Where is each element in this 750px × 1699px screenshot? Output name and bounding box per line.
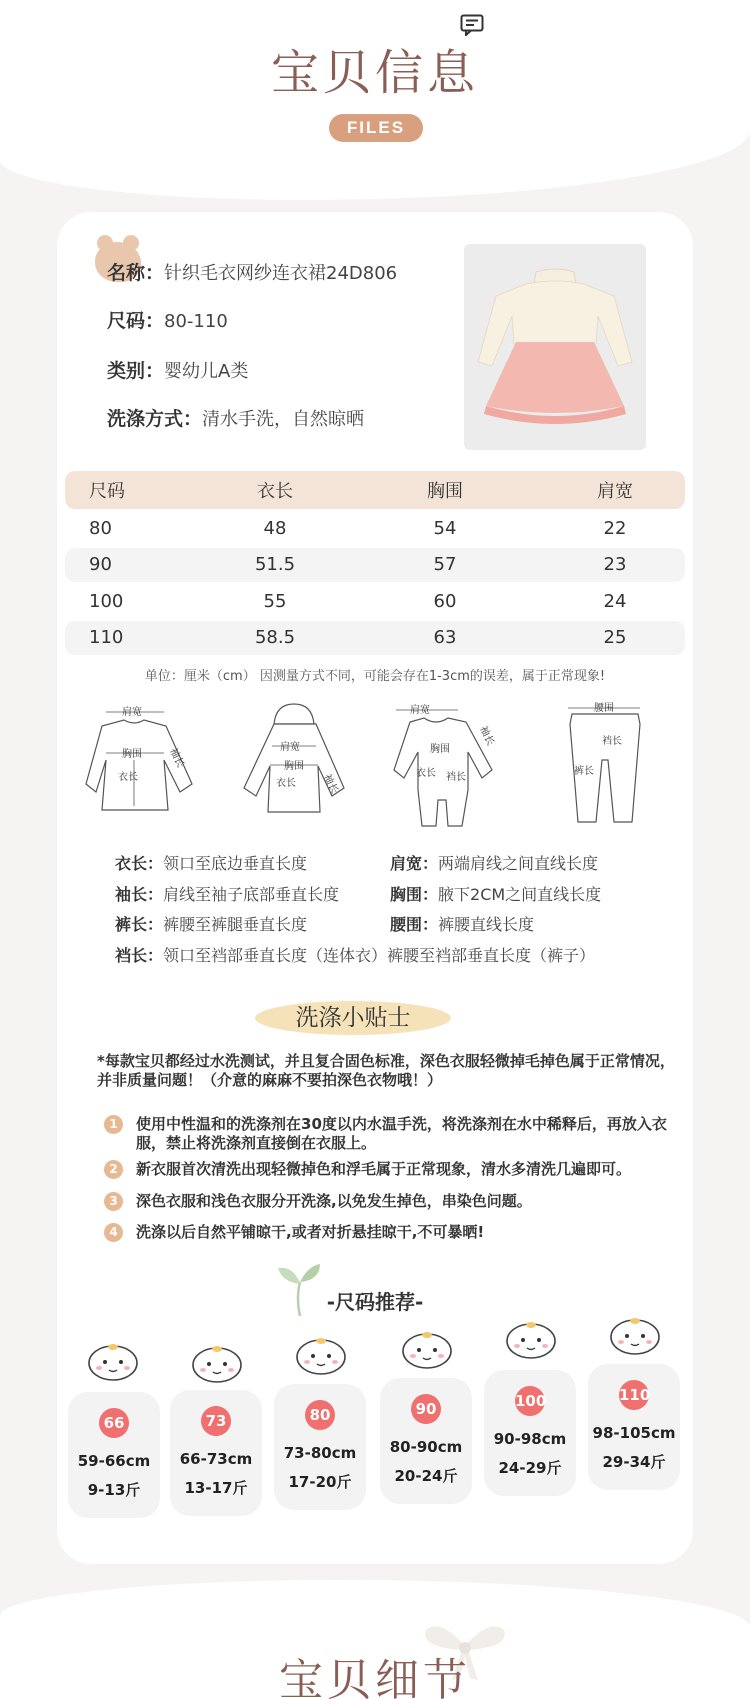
weight-range: 29-34斤 bbox=[602, 1453, 666, 1471]
definition-chest: 胸围：腋下2CM之间直线长度 bbox=[390, 885, 602, 904]
shoulder-label: 肩宽 bbox=[410, 705, 430, 716]
baby-face-icon bbox=[400, 1328, 454, 1370]
baby-face-icon bbox=[86, 1340, 140, 1382]
size-recommend-card[interactable] bbox=[170, 1390, 262, 1516]
baby-face-icon bbox=[190, 1342, 244, 1384]
height-range: 98-105cm bbox=[592, 1424, 676, 1442]
height-range: 73-80cm bbox=[283, 1444, 357, 1462]
page-title: 宝贝信息 bbox=[270, 45, 479, 101]
shoulder-label: 肩宽 bbox=[280, 742, 300, 753]
chest-label: 胸围 bbox=[430, 744, 450, 755]
table-row: 100 55 60 24 bbox=[89, 590, 627, 612]
table-header-row: 尺码 衣长 胸围 肩宽 bbox=[65, 471, 685, 509]
table-row: 90 51.5 57 23 bbox=[65, 548, 685, 582]
size-badge: 100 bbox=[515, 1386, 545, 1416]
crotch-label: 裆长 bbox=[602, 736, 622, 747]
sleeve-label: 袖长 bbox=[477, 724, 496, 748]
wash-tip-1: 1 使用中性温和的洗涤剂在30度以内水温手洗，将洗涤剂在水中稀释后，再放入衣服，禁止将洗涤剂直接倒在衣服上。 bbox=[104, 1115, 694, 1153]
baby-face-icon bbox=[608, 1314, 662, 1356]
height-range: 90-98cm bbox=[493, 1430, 567, 1448]
wash-tips-title: 洗涤小贴士 bbox=[255, 1001, 451, 1035]
wash-tips-intro: *每款宝贝都经过水洗测试，并且复合固色标准，深色衣服轻微掉毛掉色属于正常情况，并非质量问题！（介意的麻麻不要拍深色衣物哦！） bbox=[97, 1052, 675, 1089]
size-table bbox=[65, 471, 685, 657]
shoulder-label: 肩宽 bbox=[122, 707, 142, 718]
definition-length: 衣长：领口至底边垂直长度 bbox=[115, 854, 308, 873]
height-range: 80-90cm bbox=[389, 1438, 463, 1456]
info-size: 尺码：80-110 bbox=[107, 310, 228, 332]
message-icon[interactable] bbox=[460, 14, 484, 36]
waist-label: 腰围 bbox=[594, 703, 614, 714]
size-recommend-card[interactable] bbox=[588, 1364, 680, 1490]
size-recommend-card[interactable] bbox=[380, 1378, 472, 1504]
info-category: 类别：婴幼儿A类 bbox=[107, 360, 249, 382]
romper-diagram bbox=[388, 700, 512, 830]
wash-tip-4: 4 洗涤以后自然平铺晾干,或者对折悬挂晾干,不可暴晒! bbox=[104, 1223, 694, 1242]
size-badge: 110 bbox=[619, 1380, 649, 1410]
size-badge: 66 bbox=[99, 1408, 129, 1438]
weight-range: 24-29斤 bbox=[498, 1459, 562, 1477]
size-badge: 73 bbox=[201, 1406, 231, 1436]
size-recommend-title: -尺码推荐- bbox=[326, 1290, 424, 1314]
definition-shoulder: 肩宽：两端肩线之间直线长度 bbox=[390, 854, 599, 873]
unit-note: 单位：厘米（cm） 因测量方式不同，可能会存在1-3cm的误差，属于正常现象! bbox=[144, 669, 606, 684]
size-recommend-card[interactable] bbox=[68, 1392, 160, 1518]
leg-label: 裤长 bbox=[574, 766, 594, 777]
weight-range: 13-17斤 bbox=[184, 1479, 248, 1497]
sleeve-label: 袖长 bbox=[167, 746, 186, 770]
weight-range: 20-24斤 bbox=[394, 1467, 458, 1485]
definition-pants-length: 裤长：裤腰至裤腿垂直长度 bbox=[115, 915, 308, 934]
files-badge: FILES bbox=[329, 114, 423, 142]
size-badge: 80 bbox=[305, 1400, 335, 1430]
baby-face-icon bbox=[294, 1334, 348, 1376]
height-range: 59-66cm bbox=[77, 1452, 151, 1470]
weight-range: 17-20斤 bbox=[288, 1473, 352, 1491]
sleeve-label: 袖长 bbox=[321, 772, 340, 796]
details-section-title: 宝贝细节 bbox=[279, 1655, 471, 1699]
wash-tip-2: 2 新衣服首次清洗出现轻微掉色和浮毛属于正常现象，清水多清洗几遍即可。 bbox=[104, 1160, 694, 1179]
table-row: 80 48 54 22 bbox=[89, 517, 627, 539]
baby-face-icon bbox=[504, 1318, 558, 1360]
definition-waist: 腰围：裤腰直线长度 bbox=[390, 915, 535, 934]
height-range: 66-73cm bbox=[179, 1450, 253, 1468]
size-recommend-card[interactable] bbox=[484, 1370, 576, 1496]
info-name: 名称：针织毛衣网纱连衣裙24D806 bbox=[107, 262, 398, 284]
length-label: 衣长 bbox=[416, 768, 436, 779]
definition-crotch: 裆长：领口至裆部垂直长度（连体衣）裤腰至裆部垂直长度（裤子） bbox=[115, 946, 596, 965]
definition-sleeve: 袖长：肩线至袖子底部垂直长度 bbox=[115, 885, 340, 904]
jacket-diagram bbox=[232, 700, 356, 830]
dress-illustration bbox=[464, 244, 646, 450]
dress-diagram bbox=[84, 700, 204, 830]
table-row: 110 58.5 63 25 bbox=[65, 621, 685, 655]
length-label: 衣长 bbox=[118, 772, 138, 783]
size-recommend-card[interactable] bbox=[274, 1384, 366, 1510]
product-image[interactable] bbox=[464, 244, 646, 450]
length-label: 衣长 bbox=[276, 778, 296, 789]
crotch-label: 裆长 bbox=[446, 772, 466, 783]
info-wash: 洗涤方式：清水手洗，自然晾晒 bbox=[107, 408, 365, 430]
pants-diagram bbox=[562, 700, 652, 830]
weight-range: 9-13斤 bbox=[87, 1481, 141, 1499]
size-badge: 90 bbox=[411, 1394, 441, 1424]
wash-tip-3: 3 深色衣服和浅色衣服分开洗涤,以免发生掉色，串染色问题。 bbox=[104, 1192, 694, 1211]
chest-label: 胸围 bbox=[284, 761, 304, 772]
chest-label: 胸围 bbox=[122, 749, 142, 760]
